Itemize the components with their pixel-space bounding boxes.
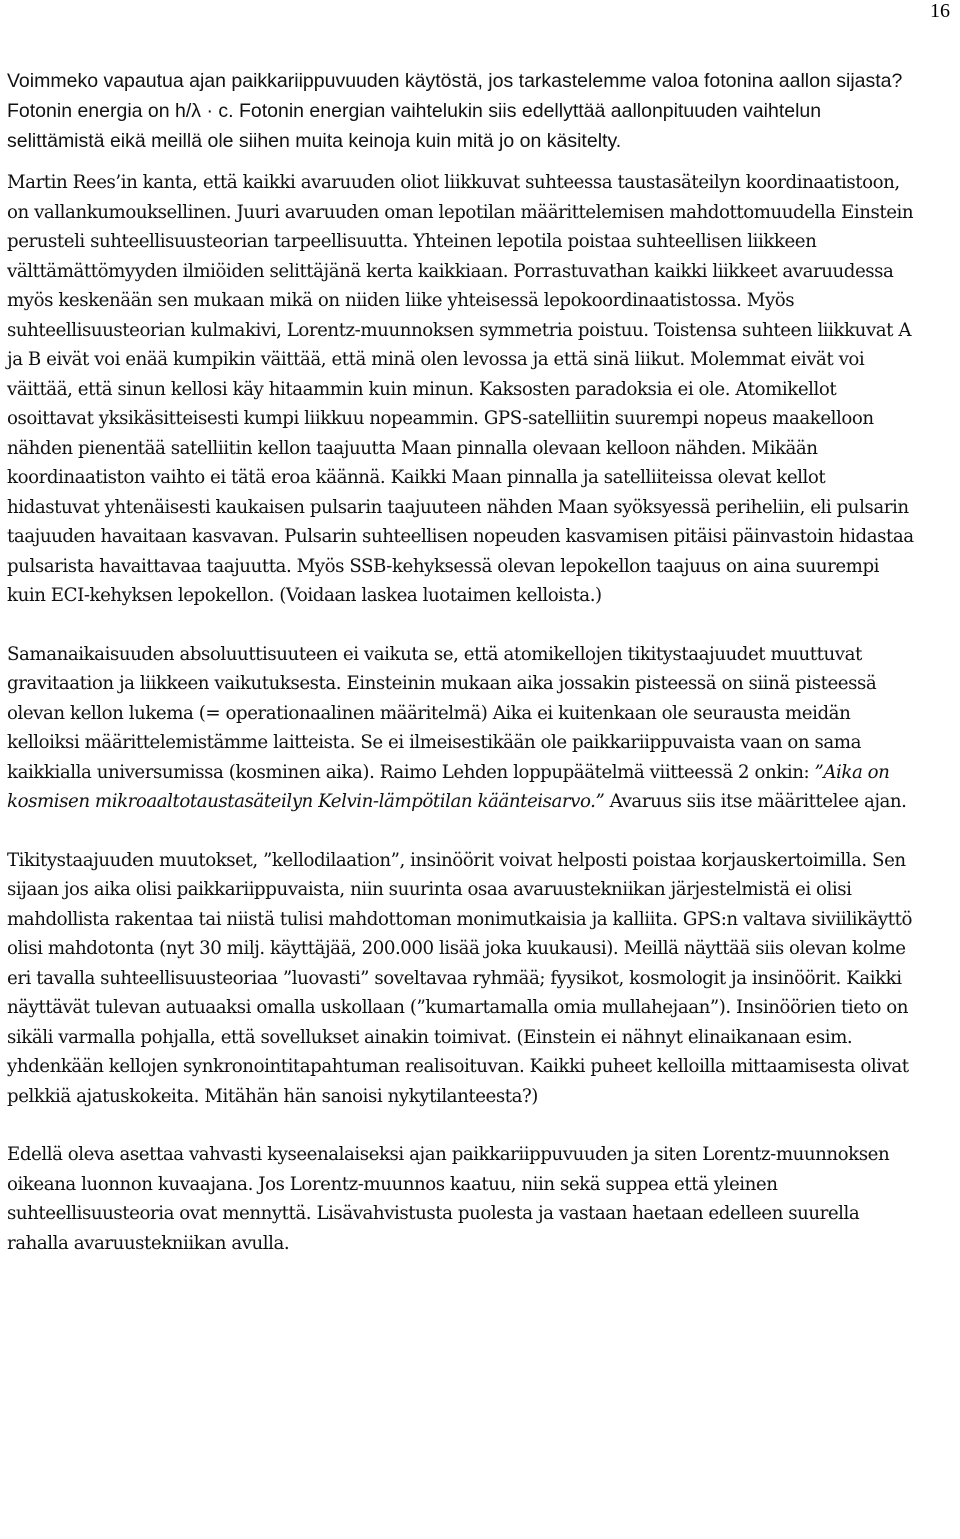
simultaneity-text: Samanaikaisuuden absoluuttisuuteen ei vaikuta se, että atomikellojen tikitystaajuudet muuttuvat gravitaation ja liikkeen vaikutuksesta. Einsteinin mukaan aika jossakin pisteessä on siinä pisteessä olevan kellon lukema (= operationaalinen määritelmä) Aika ei kuitenkaan ole seurausta meidän kelloiksi määrittelemistämme laitteista. Se ei ilmeisestikään ole paikkariippuvaista vaan on sama kaikkialla universumissa (kosminen aika). Raimo Lehden loppupäätelmä viitteessä 2 onkin:	[7, 643, 877, 783]
paragraph-conclusion: Edellä oleva asettaa vahvasti kyseenalaiseksi ajan paikkariippuvuuden ja siten Lorentz-muunnoksen oikeana luonnon kuvaajana. Jos Lorentz-muunnos kaatuu, niin sekä suppea että yleinen suhteellisuusteoria ovat mennyttä. Lisävahvistusta puolesta ja vastaan haetaan edelleen suurella rahalla avaruustekniikan avulla.	[7, 1144, 890, 1254]
paragraph-clock-dilation: Tikitystaajuuden muutokset, ”kellodilaation”, insinöörit voivat helposti poistaa korjauskertoimilla. Sen sijaan jos aika olisi paikkariippuvaista, niin suurinta osaa avaruustekniikan järjestelmistä ei olisi mahdollista rakentaa tai niistä tulisi mahdottoman monimutkaisia ja kalliita. GPS:n valtava siviilikäyttö olisi mahdotonta (nyt 30 milj. käyttäjää, 200.000 lisää joka kuukausi). Meillä näyttää siis olevan kolme eri tavalla suhteellisuusteoriaa ”luovasti” soveltavaa ryhmää; fyysikot, kosmologit ja insinöörit. Kaikki näyttävät tulevan autuaaksi omalla uskollaan (”kumartamalla omia mullahejaan”). Insinöörien tieto on sikäli varmalla pohjalla, että sovellukset ainakin toimivat. (Einstein ei nähnyt elinaikanaan esim. yhdenkään kellojen synkronointitapahtuman realisoituvan. Kaikki puheet kelloilla mittaamisesta olivat pelkkiä ajatuskokeita. Mitähän hän sanoisi nykytilanteesta?)	[7, 849, 912, 1107]
page-number: 16	[930, 0, 950, 22]
paragraph-absolute-simultaneity	[7, 640, 920, 817]
paragraph-rees-background-frame: Martin Rees’in kanta, että kaikki avaruuden oliot liikkuvat suhteessa taustasäteilyn koordinaatistoon, on vallankumouksellinen. Juuri avaruuden oman lepotilan määrittelemisen mahdottomuudella Einstein perusteli suhteellisuusteorian tarpeellisuutta. Yhteinen lepotila poistaa suhteellisen liikkeen välttämättömyyden ilmiöiden selittäjänä kerta kaikkiaan. Porrastuvathan kaikki liikkeet avaruudessa myös keskenään sen mukaan mikä on niiden liike yhteisessä lepokoordinaatistossa. Myös suhteellisuusteorian kulmakivi, Lorentz-muunnoksen symmetria poistuu. Toistensa suhteen liikkuvat A ja B eivät voi enää kumpikin väittää, että minä olen levossa ja että sinä liikut. Molemmat eivät voi väittää, että sinun kellosi käy hitaammin kuin minun. Kaksosten paradoksia ei ole. Atomikellot osoittavat yksikäsitteisesti kumpi liikkuu nopeammin. GPS-satelliitin suurempi nopeus maakelloon nähden pienentää satelliitin kellon taajuutta Maan pinnalla olevaan kelloon nähden. Mikään koordinaatiston vaihto ei tätä eroa käännä. Kaikki Maan pinnalla ja satelliiteissa olevat kellot hidastuvat yhtenäisesti kaukaisen pulsarin taajuuteen nähden Maan syöksyessä periheliin, eli pulsarin taajuuden havaitaan kasvavan. Pulsarin suhteellisen nopeuden kasvamisen pitäisi päinvastoin hidastaa pulsarista havaittavaa taajuutta. Myös SSB-kehyksessä olevan lepokellon taajuus on aina suurempi kuin ECI-kehyksen lepokellon. (Voidaan laskea luotaimen kelloista.)	[7, 172, 914, 606]
paragraph-photon-energy: Voimmeko vapautua ajan paikkariippuvuuden käytöstä, jos tarkastelemme valoa fotonina aallon sijasta? Fotonin energia on h/λ · c. Fotonin energian vaihtelukin siis edellyttää aallonpituuden vaihtelun selittämistä eikä meillä ole siihen muita keinoja kuin mitä jo on käsitelty.	[7, 70, 903, 152]
lehto-quote: ”Aika on kosmisen mikroaaltotaustasäteilyn Kelvin-lämpötilan käänteisarvo.”	[7, 761, 890, 812]
simultaneity-conclusion: Avaruus siis itse määrittelee ajan.	[604, 791, 907, 812]
document-body	[7, 66, 920, 1287]
